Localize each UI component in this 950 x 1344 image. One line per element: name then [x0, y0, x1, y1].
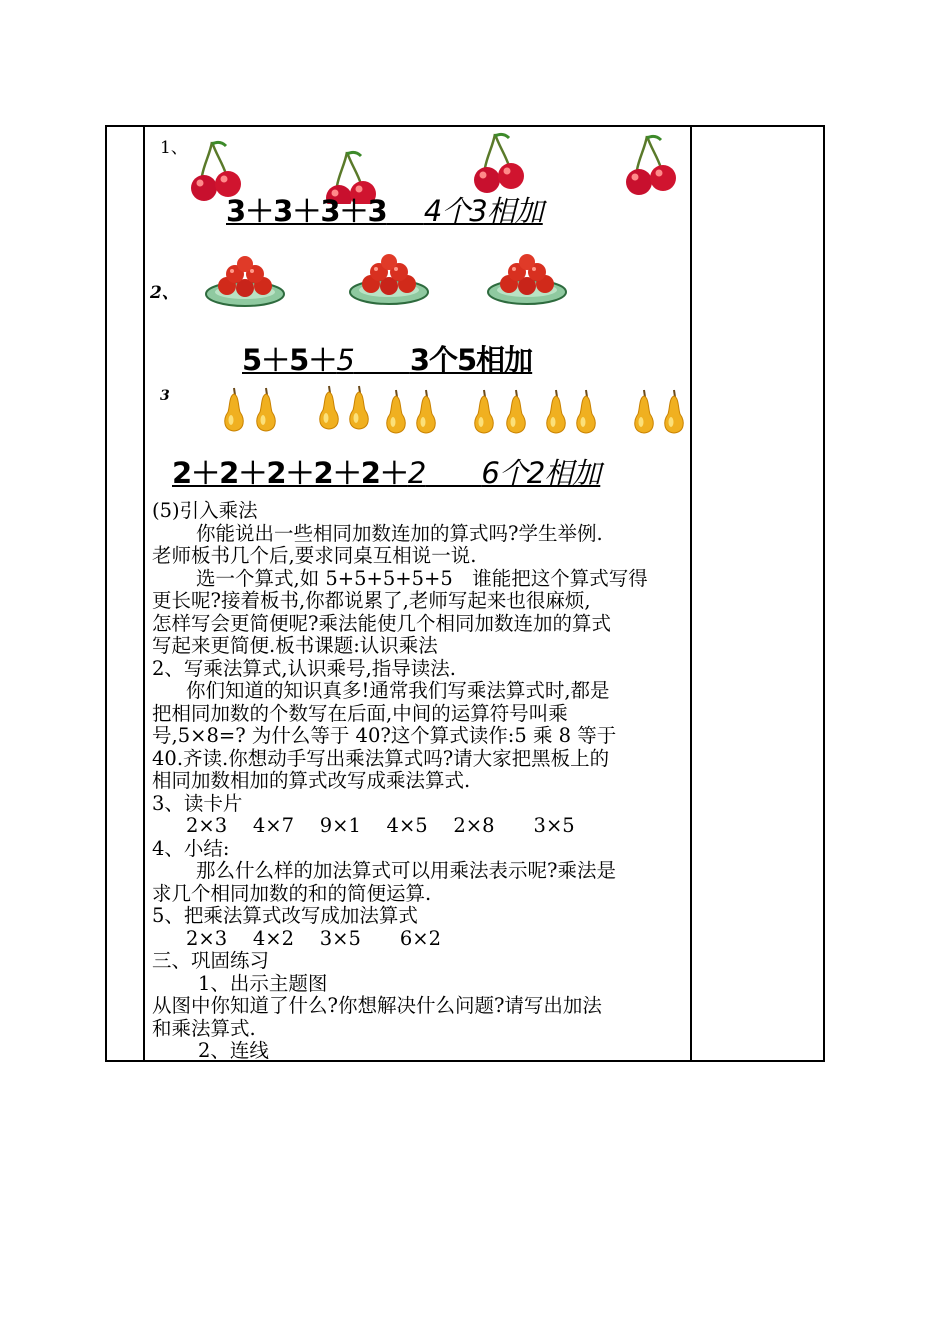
paragraph-line: 你们知道的知识真多!通常我们写乘法算式时,都是: [186, 679, 610, 702]
section-heading: 三、巩固练习: [152, 949, 270, 972]
cherry-4: [626, 136, 676, 195]
section-heading: 2、写乘法算式,认识乘号,指导读法.: [152, 656, 457, 680]
card-expressions: 2×3 4×7 9×1 4×5 2×8 3×5: [186, 814, 575, 837]
paragraph-line: 那么什么样的加法算式可以用乘法表示呢?乘法是: [196, 859, 616, 882]
pear-11: [635, 390, 653, 433]
cherry-3: [474, 134, 524, 193]
subsection-heading: 1、出示主题图: [198, 971, 328, 995]
equation-2: 5＋5＋5 3个5相加: [242, 343, 533, 377]
column-divider-right: [690, 127, 692, 1060]
paragraph-line: 老师板书几个后,要求同桌互相说一说.: [152, 544, 477, 567]
paragraph-line: 和乘法算式.: [152, 1016, 256, 1040]
subsection-heading: 2、连线: [198, 1039, 269, 1062]
paragraph-line: 写起来更简便.板书课题:认识乘法: [152, 634, 438, 657]
apple-plate-2: [350, 254, 428, 304]
equation-1: 3＋3＋3＋3 4个3相加: [226, 194, 543, 228]
paragraph-line: 从图中你知道了什么?你想解决什么问题?请写出加法: [152, 994, 602, 1017]
pear-8: [507, 390, 525, 433]
paragraph-line: 你能说出一些相同加数连加的算式吗?学生举例.: [196, 521, 603, 545]
paragraph-line: 把相同加数的个数写在后面,中间的运算符号叫乘: [152, 701, 568, 725]
pear-4: [350, 386, 368, 429]
item-3-label: 3: [160, 388, 170, 404]
item-1-label: 1、: [160, 138, 188, 158]
pear-6: [417, 390, 435, 433]
equation-3: 2＋2＋2＋2＋2＋2 6个2相加: [172, 456, 601, 490]
paragraph-line: 号,5×8=? 为什么等于 40?这个算式读作:5 乘 8 等于: [152, 724, 617, 747]
pear-images: [222, 384, 690, 434]
card-expressions: 2×3 4×2 3×5 6×2: [186, 926, 442, 950]
paragraph-line: 40.齐读.你想动手写出乘法算式吗?请大家把黑板上的: [152, 746, 610, 770]
paragraph-line: 求几个相同加数的和的简便运算.: [152, 881, 432, 905]
pear-10: [577, 390, 595, 433]
section-heading: (5)引入乘法: [152, 499, 258, 522]
paragraph-line: 更长呢?接着板书,你都说累了,老师写起来也很麻烦,: [152, 589, 591, 612]
apple-plate-3: [488, 254, 566, 304]
apple-plate-1: [206, 256, 284, 306]
pear-5: [387, 390, 405, 433]
column-divider-left: [143, 127, 145, 1060]
paragraph-line: 怎样写会更简便呢?乘法能使几个相同加数连加的算式: [152, 611, 611, 635]
lesson-body-text: [152, 500, 687, 1063]
pear-7: [475, 390, 493, 433]
section-heading: 5、把乘法算式改写成加法算式: [152, 904, 418, 927]
pear-9: [547, 390, 565, 433]
section-heading: 4、小结:: [152, 836, 230, 860]
pear-12: [665, 390, 683, 433]
pear-2: [257, 388, 275, 431]
section-heading: 3、读卡片: [152, 791, 243, 815]
apple-plate-images: [205, 252, 575, 308]
pear-1: [225, 388, 243, 431]
paragraph-line: 相同加数相加的算式改写成乘法算式.: [152, 769, 471, 792]
item-2-label: 2、: [150, 283, 179, 303]
paragraph-line: 选一个算式,如 5+5+5+5+5 谁能把这个算式写得: [196, 566, 648, 590]
pear-3: [320, 386, 338, 429]
